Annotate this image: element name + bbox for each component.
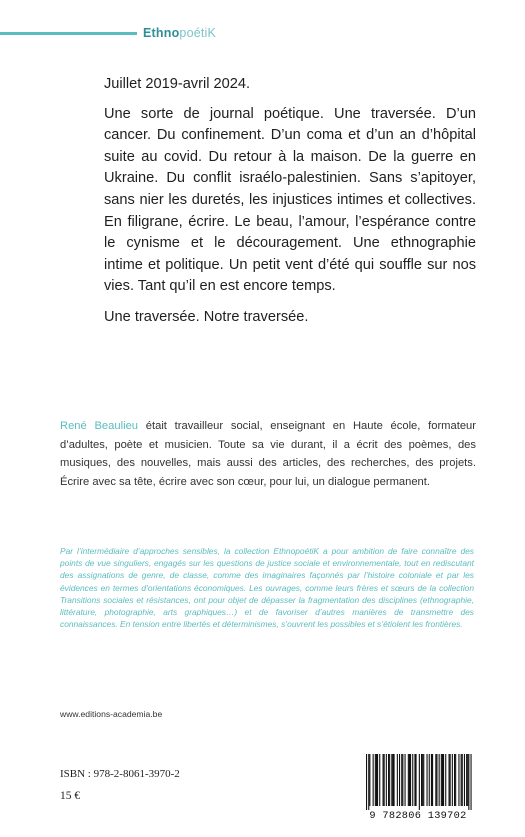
- barcode-bar: [408, 754, 409, 806]
- barcode-bar: [423, 754, 424, 806]
- barcode-bar: [391, 754, 392, 806]
- barcode-bar: [432, 754, 433, 806]
- barcode-bar: [388, 754, 389, 806]
- barcode-bar: [383, 754, 384, 806]
- barcode-bar: [379, 754, 380, 806]
- barcode-bar: [436, 754, 437, 806]
- author-name: René Beaulieu: [60, 420, 139, 432]
- barcode-bar: [439, 754, 440, 806]
- barcode-bar: [452, 754, 453, 806]
- barcode-bar: [441, 754, 442, 806]
- isbn: ISBN : 978-2-8061-3970-2: [60, 768, 180, 780]
- barcode-bar: [443, 754, 444, 806]
- barcode-bar: [412, 754, 413, 806]
- barcode-bar: [399, 754, 400, 806]
- barcode-bar: [414, 754, 415, 806]
- barcode-bar: [384, 754, 385, 806]
- barcode-bar: [429, 754, 430, 806]
- barcode-bar: [435, 754, 436, 806]
- barcode-bar: [392, 754, 393, 806]
- series-name-suffix: poétiK: [179, 26, 217, 40]
- publisher-website[interactable]: www.editions-academia.be: [60, 709, 163, 719]
- barcode-bar: [462, 754, 463, 806]
- barcode-bar: [375, 754, 376, 806]
- barcode-bar: [397, 754, 398, 806]
- barcode-bar: [376, 754, 377, 806]
- blurb-closing: Une traversée. Notre traversée.: [104, 308, 309, 325]
- collection-description: Par l’intermédiaire d’approches sensibles, la collection EthnopoétiK a pour ambition de faire connaître des points de vue singuliers, engagés sur les questions de justice sociale et environnementale, tout en rediscutant des assignations de genre, de classe, comme des imaginaires façonnés par l’histoire coloniale et par les évidences en termes d’orientations économiques. Les ouvrages, comme leurs frères et sœurs de la collection Transitions sociales et résistances, ont pour objet de dépasser la fragmentation des disciplines (ethnographie, littérature, photographie, arts graphiques…) et de favoriser d’autres manières de transmettre des connaissances. En tension entre libertés et déterminismes, s’ouvrent les possibles et s’étiolent les frontières.: [60, 546, 474, 630]
- barcode-bar: [454, 754, 455, 806]
- author-bio-text: était travailleur social, enseignant en Haute école, formateur d’adultes, poète et musicien. Toute sa vie durant, il a écrit des poèmes, des musiques, des nouvelles, mais aussi des articles, des recherches, des projets. Écrire avec sa tête, écrire avec son cœur, pour lui, un dialogue permanent.: [60, 420, 476, 488]
- barcode-bar: [401, 754, 402, 806]
- barcode-bar: [431, 754, 432, 806]
- blurb: [104, 74, 476, 329]
- barcode-bar: [386, 754, 387, 806]
- barcode-bar: [421, 754, 422, 806]
- barcode-bar: [450, 754, 451, 806]
- barcode-bars: [358, 752, 478, 810]
- barcode-bar: [449, 754, 450, 806]
- barcode-bar: [419, 754, 420, 810]
- blurb-body: Une sorte de journal poétique. Une traversée. D’un cancer. Du confinement. D’un coma et d’un an d’hôpital suite au covid. Du retour à la maison. De la guerre en Ukraine. Du conflit israélo-palestinien. Sans s’apitoyer, sans nier les duretés, les injustices intimes et collectives. En filigrane, écrire. Le beau, l’amour, l’espérance contre le cynisme et le découragement. Une ethnographie intime et politique. Un petit vent d’été qui souffle sur nos vies. Tant qu’il en est encore temps.: [104, 105, 476, 295]
- series-name-prefix: Ethno: [143, 26, 180, 40]
- date-range: Juillet 2019-avril 2024.: [104, 76, 251, 92]
- series-accent-bar: [0, 32, 137, 35]
- barcode-bar: [467, 754, 468, 806]
- barcode-bar: [442, 754, 443, 806]
- barcode-bar: [410, 754, 411, 806]
- barcode-bar: [402, 754, 403, 806]
- barcode-bar: [377, 754, 378, 806]
- barcode-bar: [461, 754, 462, 806]
- barcode-bar: [471, 754, 472, 810]
- barcode-bar: [394, 754, 395, 806]
- barcode-bar: [366, 754, 367, 810]
- price: 15 €: [60, 790, 81, 802]
- barcode-bar: [409, 754, 410, 806]
- barcode: [358, 752, 478, 822]
- barcode-bar: [455, 754, 456, 806]
- barcode-bar: [445, 754, 446, 806]
- barcode-bar: [389, 754, 390, 806]
- barcode-bar: [468, 754, 469, 810]
- barcode-bar: [405, 754, 406, 806]
- barcode-bar: [458, 754, 459, 806]
- barcode-bar: [464, 754, 465, 806]
- series-logo: [143, 25, 216, 41]
- barcode-bar: [369, 754, 370, 806]
- barcode-bar: [427, 754, 428, 806]
- barcode-bar: [368, 754, 369, 810]
- barcode-bar: [466, 754, 467, 806]
- barcode-bar: [416, 754, 417, 806]
- barcode-bar: [373, 754, 374, 806]
- author-bio: [60, 417, 476, 491]
- barcode-digits: 9 782806 139702: [369, 810, 467, 822]
- barcode-bar: [422, 754, 423, 806]
